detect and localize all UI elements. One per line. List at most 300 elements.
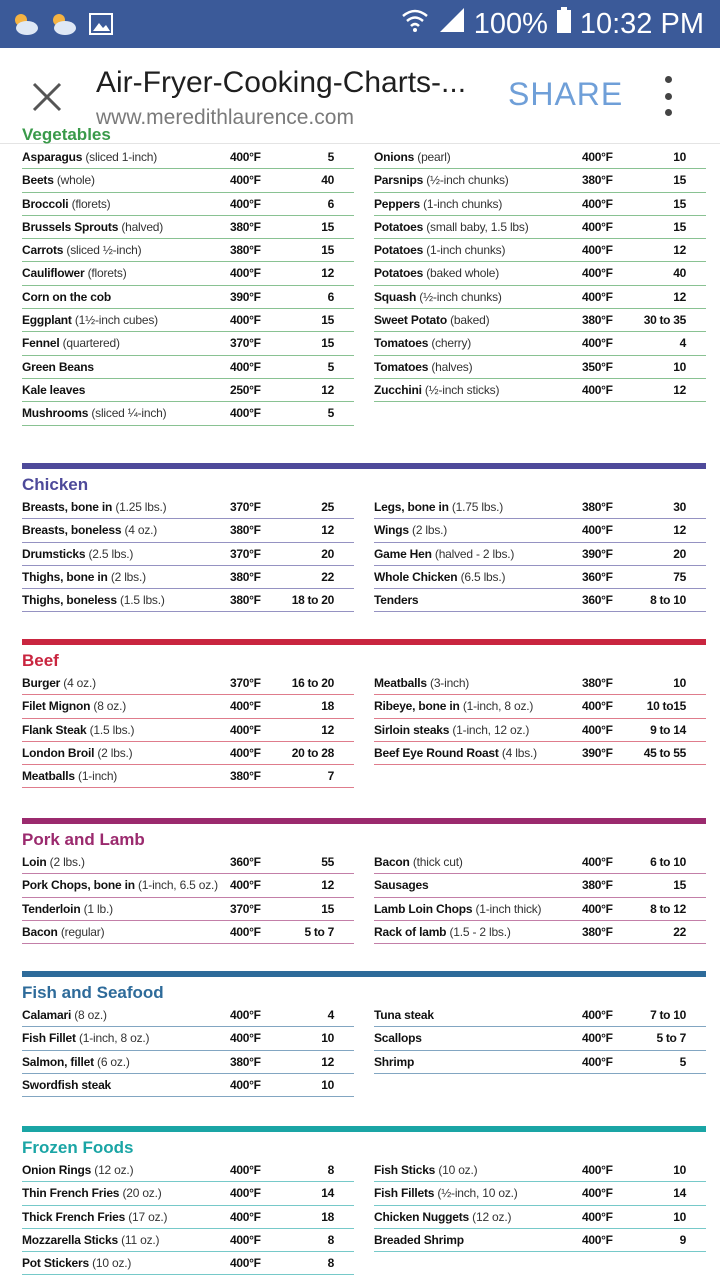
cook-time: 4: [327, 1008, 334, 1022]
table-row: [22, 402, 354, 425]
cook-temperature: 400°F: [582, 722, 613, 737]
food-note: (1 lb.): [83, 901, 113, 916]
food-item: [22, 1074, 111, 1096]
food-item: [374, 1206, 511, 1228]
cook-time: 4: [679, 336, 686, 351]
food-item: [374, 719, 529, 741]
chart-document[interactable]: [0, 125, 720, 1280]
food-item: [22, 146, 157, 168]
food-name: Fish Fillet: [22, 1031, 76, 1046]
column-left: [22, 1159, 354, 1275]
table-row: [22, 146, 354, 169]
food-item: [22, 309, 158, 331]
cook-time: 20: [673, 546, 686, 561]
food-item: [374, 216, 529, 238]
table-row: [22, 1229, 354, 1252]
food-name: Sausages: [374, 878, 429, 893]
table-row: [374, 1159, 706, 1182]
section-divider: [22, 818, 706, 824]
food-item: [22, 742, 132, 764]
section-divider: [22, 1126, 706, 1132]
food-name: Breaded Shrimp: [374, 1232, 464, 1247]
table-row: [374, 1229, 706, 1252]
food-name: Peppers: [374, 196, 420, 211]
table-row: [374, 519, 706, 542]
cook-temperature: 400°F: [582, 382, 613, 397]
food-item: [374, 543, 514, 565]
food-item: [22, 543, 133, 565]
food-item: [374, 1004, 434, 1026]
cook-temperature: 400°F: [230, 1008, 261, 1022]
section-title: Frozen Foods: [22, 1138, 134, 1157]
food-item: [22, 1252, 131, 1274]
food-name: Drumsticks: [22, 546, 86, 561]
column-right: [374, 496, 706, 612]
column-left: [22, 672, 354, 788]
table-row: [22, 589, 354, 612]
close-icon: [32, 82, 62, 112]
table-row: [22, 765, 354, 788]
section-divider: [22, 113, 706, 119]
food-item: [374, 1159, 477, 1181]
food-note: (12 oz.): [94, 1163, 134, 1177]
table-row: [374, 672, 706, 695]
food-item: [374, 169, 509, 191]
table-row: [374, 379, 706, 402]
food-item: [374, 695, 533, 717]
food-note: (1-inch thick): [475, 901, 542, 916]
food-item: [22, 402, 166, 424]
food-name: Asparagus: [22, 150, 83, 164]
food-name: Eggplant: [22, 313, 72, 328]
table-row: [374, 898, 706, 921]
cook-temperature: 360°F: [230, 855, 261, 869]
table-row: [22, 921, 354, 944]
food-name: Squash: [374, 289, 417, 304]
cook-temperature: 400°F: [582, 150, 613, 164]
cook-time: 10: [673, 1209, 686, 1224]
table-row: [22, 719, 354, 742]
food-name: Carrots: [22, 243, 64, 258]
food-item: [22, 566, 146, 588]
food-item: [374, 496, 503, 518]
table-row: [22, 519, 354, 542]
food-item: [374, 239, 505, 261]
cook-temperature: 380°F: [582, 173, 613, 188]
food-item: [22, 874, 218, 896]
food-note: (17 oz.): [128, 1209, 168, 1224]
food-item: [22, 921, 104, 943]
cook-time: 40: [673, 266, 686, 281]
food-item: [22, 496, 166, 518]
food-item: [22, 519, 157, 541]
food-name: Meatballs: [374, 676, 427, 690]
cook-temperature: 350°F: [582, 359, 613, 374]
food-note: (1.5 - 2 lbs.): [449, 924, 511, 939]
cook-time: 5 to 7: [656, 1031, 686, 1046]
food-item: [22, 719, 134, 741]
food-note: (4 oz.): [124, 523, 158, 538]
food-name: Meatballs: [22, 769, 75, 784]
cook-temperature: 400°F: [230, 1232, 261, 1247]
food-note: (4 lbs.): [501, 745, 537, 760]
food-name: Lamb Loin Chops: [374, 901, 473, 916]
cook-time: 8: [327, 1256, 334, 1271]
wifi-icon: [400, 6, 430, 42]
cook-temperature: 380°F: [582, 878, 613, 893]
food-name: Chicken Nuggets: [374, 1209, 470, 1224]
food-item: [374, 874, 428, 896]
food-note: (2 lbs.): [110, 569, 146, 584]
food-item: [22, 1159, 133, 1181]
section-vegetables: [22, 113, 706, 421]
section-divider: [22, 639, 706, 645]
section-title: Pork and Lamb: [22, 830, 145, 849]
table-row: [22, 851, 354, 874]
cook-time: 15: [673, 173, 686, 188]
cook-time: 6: [327, 289, 334, 304]
food-item: [374, 262, 499, 284]
food-note: (florets): [87, 266, 127, 281]
food-note: (small baby, 1.5 lbs): [426, 219, 529, 234]
food-note: (regular): [60, 924, 105, 939]
table-row: [22, 874, 354, 897]
cook-temperature: 400°F: [230, 1186, 261, 1201]
food-item: [374, 146, 451, 168]
cook-temperature: 400°F: [230, 196, 261, 211]
clock: 10:32 PM: [579, 7, 704, 40]
food-note: (halved - 2 lbs.): [434, 546, 515, 561]
food-item: [22, 169, 95, 191]
table-row: [22, 898, 354, 921]
food-name: Pot Stickers: [22, 1256, 89, 1271]
food-name: Scallops: [374, 1031, 422, 1046]
cook-temperature: 400°F: [582, 196, 613, 211]
share-button[interactable]: SHARE: [508, 76, 624, 112]
food-note: (12 oz.): [472, 1209, 512, 1224]
food-note: (8 oz.): [74, 1008, 107, 1022]
food-note: (whole): [56, 173, 95, 188]
table-row: [374, 496, 706, 519]
cook-time: 10: [321, 1077, 334, 1092]
food-item: [22, 765, 117, 787]
section-title: Fish and Seafood: [22, 983, 164, 1002]
cook-temperature: 380°F: [582, 924, 613, 939]
food-item: [22, 379, 85, 401]
food-item: [374, 566, 505, 588]
food-note: (10 oz.): [92, 1256, 132, 1271]
cook-temperature: 380°F: [230, 243, 261, 258]
page-url: www.meredithlaurence.com: [96, 106, 354, 129]
cook-time: 12: [673, 243, 686, 258]
cook-time: 12: [673, 523, 686, 538]
food-item: [374, 1182, 518, 1204]
cook-temperature: 400°F: [230, 359, 261, 374]
cook-time: 18: [321, 699, 334, 714]
cook-temperature: 400°F: [582, 1031, 613, 1046]
food-item: [374, 672, 469, 694]
food-name: Loin: [22, 855, 47, 869]
cook-temperature: 400°F: [230, 313, 261, 328]
table-row: [22, 566, 354, 589]
cook-time: 9 to 14: [650, 722, 686, 737]
food-name: Bacon: [22, 924, 58, 939]
food-name: Pork Chops, bone in: [22, 878, 135, 893]
cook-time: 10: [673, 676, 686, 690]
food-name: Mozzarella Sticks: [22, 1232, 118, 1247]
cook-temperature: 380°F: [582, 676, 613, 690]
table-row: [374, 332, 706, 355]
food-item: [374, 851, 463, 873]
food-name: Green Beans: [22, 359, 94, 374]
food-name: Fish Fillets: [374, 1186, 435, 1201]
table-row: [374, 1051, 706, 1074]
cook-time: 12: [321, 523, 334, 538]
table-row: [374, 695, 706, 718]
cook-temperature: 400°F: [582, 336, 613, 351]
food-name: Tuna steak: [374, 1008, 434, 1022]
table-row: [22, 356, 354, 379]
section-title: Chicken: [22, 475, 89, 494]
table-row: [22, 742, 354, 765]
table-row: [22, 1027, 354, 1050]
cook-temperature: 400°F: [582, 523, 613, 538]
column-right: [374, 851, 706, 944]
food-note: (1-inch): [78, 769, 118, 784]
notification-icons: [10, 10, 116, 38]
cook-time: 40: [321, 173, 334, 188]
food-name: Wings: [374, 523, 409, 538]
column-left: [22, 851, 354, 944]
cook-time: 8 to 10: [650, 593, 686, 608]
food-note: (6 oz.): [97, 1054, 130, 1069]
cook-temperature: 370°F: [230, 676, 261, 690]
cook-time: 10: [673, 150, 686, 164]
food-note: (2.5 lbs.): [88, 546, 134, 561]
food-item: [374, 332, 471, 354]
food-name: Legs, bone in: [374, 500, 449, 514]
food-item: [22, 851, 85, 873]
food-note: (½-inch chunks): [419, 289, 502, 304]
table-row: [374, 309, 706, 332]
cook-temperature: 400°F: [582, 243, 613, 258]
food-item: [22, 1004, 107, 1026]
table-row: [374, 742, 706, 765]
food-name: Thin French Fries: [22, 1186, 120, 1201]
food-item: [374, 356, 472, 378]
table-row: [374, 543, 706, 566]
cook-temperature: 380°F: [230, 1054, 261, 1069]
status-bar: [0, 0, 720, 48]
food-item: [374, 921, 511, 943]
cook-temperature: 400°F: [230, 699, 261, 714]
food-item: [22, 262, 127, 284]
food-name: Fish Sticks: [374, 1163, 436, 1177]
food-name: Cauliflower: [22, 266, 85, 281]
cook-time: 22: [673, 924, 686, 939]
table-row: [22, 286, 354, 309]
cook-temperature: 250°F: [230, 382, 261, 397]
food-note: (4 oz.): [63, 676, 96, 690]
cook-temperature: 380°F: [230, 769, 261, 784]
table-row: [22, 193, 354, 216]
food-note: (3-inch): [430, 676, 470, 690]
cook-time: 16 to 20: [291, 676, 334, 690]
food-item: [374, 1027, 422, 1049]
cook-temperature: 400°F: [230, 722, 261, 737]
table-row: [374, 262, 706, 285]
cook-time: 5: [679, 1054, 686, 1069]
section-chicken: [22, 463, 706, 608]
food-note: (halves): [431, 359, 473, 374]
food-note: (1.5 lbs.): [89, 722, 135, 737]
food-note: (2 lbs.): [49, 855, 85, 869]
food-note: (2 lbs.): [412, 523, 448, 538]
cook-time: 8 to 12: [650, 901, 686, 916]
table-row: [374, 566, 706, 589]
table-row: [374, 719, 706, 742]
food-note: (halved): [121, 219, 164, 234]
food-name: Fennel: [22, 336, 60, 351]
food-name: Beef Eye Round Roast: [374, 745, 499, 760]
cook-temperature: 400°F: [230, 1256, 261, 1271]
table-row: [374, 216, 706, 239]
food-note: (½-inch sticks): [424, 382, 500, 397]
cook-temperature: 390°F: [582, 546, 613, 561]
food-note: (½-inch, 10 oz.): [437, 1186, 518, 1201]
cook-temperature: 400°F: [582, 1186, 613, 1201]
cook-temperature: 400°F: [582, 219, 613, 234]
cook-temperature: 400°F: [230, 266, 261, 281]
food-name: Swordfish steak: [22, 1077, 112, 1092]
food-item: [374, 589, 418, 611]
cook-time: 8: [327, 1232, 334, 1247]
section-beef: [22, 639, 706, 784]
cook-temperature: 400°F: [230, 745, 261, 760]
food-note: (1-inch, 8 oz.): [462, 699, 534, 714]
column-right: [374, 146, 706, 402]
food-name: Calamari: [22, 1008, 72, 1022]
table-row: [374, 169, 706, 192]
cook-time: 9: [679, 1232, 686, 1247]
food-item: [22, 672, 96, 694]
cook-time: 6: [327, 196, 334, 211]
food-note: (10 oz.): [438, 1163, 478, 1177]
cook-time: 14: [673, 1186, 686, 1201]
cook-temperature: 360°F: [582, 569, 613, 584]
food-note: (11 oz.): [121, 1232, 160, 1247]
table-row: [374, 356, 706, 379]
food-note: (thick cut): [412, 855, 463, 869]
section-divider: [22, 463, 706, 469]
food-name: Thighs, bone in: [22, 569, 108, 584]
cook-time: 12: [673, 382, 686, 397]
cook-temperature: 400°F: [582, 1008, 613, 1022]
cook-temperature: 400°F: [582, 901, 613, 916]
column-right: [374, 1159, 706, 1252]
battery-percent: 100%: [473, 7, 548, 40]
section-pork: [22, 818, 706, 939]
cook-time: 7 to 10: [650, 1008, 686, 1022]
food-note: (20 oz.): [122, 1186, 162, 1201]
cook-temperature: 400°F: [582, 266, 613, 281]
cook-time: 15: [673, 196, 686, 211]
food-name: Tenderloin: [22, 901, 81, 916]
page-title: Air-Fryer-Cooking-Charts-...: [96, 66, 467, 99]
food-item: [22, 216, 163, 238]
cook-time: 30 to 35: [643, 313, 686, 328]
cook-time: 8: [327, 1163, 334, 1177]
food-item: [22, 286, 111, 308]
food-name: Onion Rings: [22, 1163, 92, 1177]
cook-temperature: 380°F: [582, 313, 613, 328]
food-name: Onions: [374, 150, 415, 164]
food-item: [22, 193, 110, 215]
cook-time: 18 to 20: [291, 593, 334, 608]
table-row: [374, 1027, 706, 1050]
food-item: [22, 239, 141, 261]
cook-temperature: 390°F: [582, 745, 613, 760]
cook-temperature: 400°F: [582, 699, 613, 714]
table-row: [374, 1206, 706, 1229]
food-name: Sweet Potato: [374, 313, 447, 328]
column-left: [22, 1004, 354, 1097]
table-row: [22, 169, 354, 192]
food-name: Tomatoes: [374, 359, 429, 374]
food-note: (quartered): [62, 336, 120, 351]
food-note: (2 lbs.): [97, 745, 133, 760]
more-options-button[interactable]: [656, 76, 680, 116]
table-row: [22, 543, 354, 566]
weather-icon: [48, 10, 78, 38]
close-button[interactable]: [28, 78, 66, 116]
cook-temperature: 400°F: [230, 924, 261, 939]
cook-time: 5: [327, 359, 334, 374]
cook-time: 18: [321, 1209, 334, 1224]
cook-time: 10: [321, 1031, 334, 1046]
cook-temperature: 400°F: [230, 150, 261, 164]
cook-temperature: 400°F: [582, 1054, 613, 1069]
food-name: Potatoes: [374, 219, 424, 234]
food-name: Bacon: [374, 855, 410, 869]
weather-icon: [10, 10, 40, 38]
table-row: [22, 262, 354, 285]
column-left: [22, 496, 354, 612]
signal-icon: [438, 6, 466, 42]
table-row: [374, 589, 706, 612]
food-note: (1.75 lbs.): [451, 500, 504, 514]
food-note: (sliced ½-inch): [66, 243, 142, 258]
food-note: (1-inch, 8 oz.): [78, 1031, 150, 1046]
cook-time: 14: [321, 1186, 334, 1201]
column-right: [374, 1004, 706, 1074]
food-note: (1-inch chunks): [423, 196, 503, 211]
table-row: [22, 1074, 354, 1097]
cook-time: 75: [673, 569, 686, 584]
food-item: [22, 898, 113, 920]
table-row: [374, 1182, 706, 1205]
food-item: [22, 356, 94, 378]
cook-time: 5: [327, 150, 334, 164]
cook-time: 15: [673, 219, 686, 234]
cook-time: 10: [673, 359, 686, 374]
cook-time: 15: [673, 878, 686, 893]
table-row: [374, 874, 706, 897]
table-row: [22, 672, 354, 695]
food-note: (1-inch, 6.5 oz.): [138, 878, 218, 893]
food-name: Tenders: [374, 593, 419, 608]
cook-time: 10 to15: [646, 699, 686, 714]
